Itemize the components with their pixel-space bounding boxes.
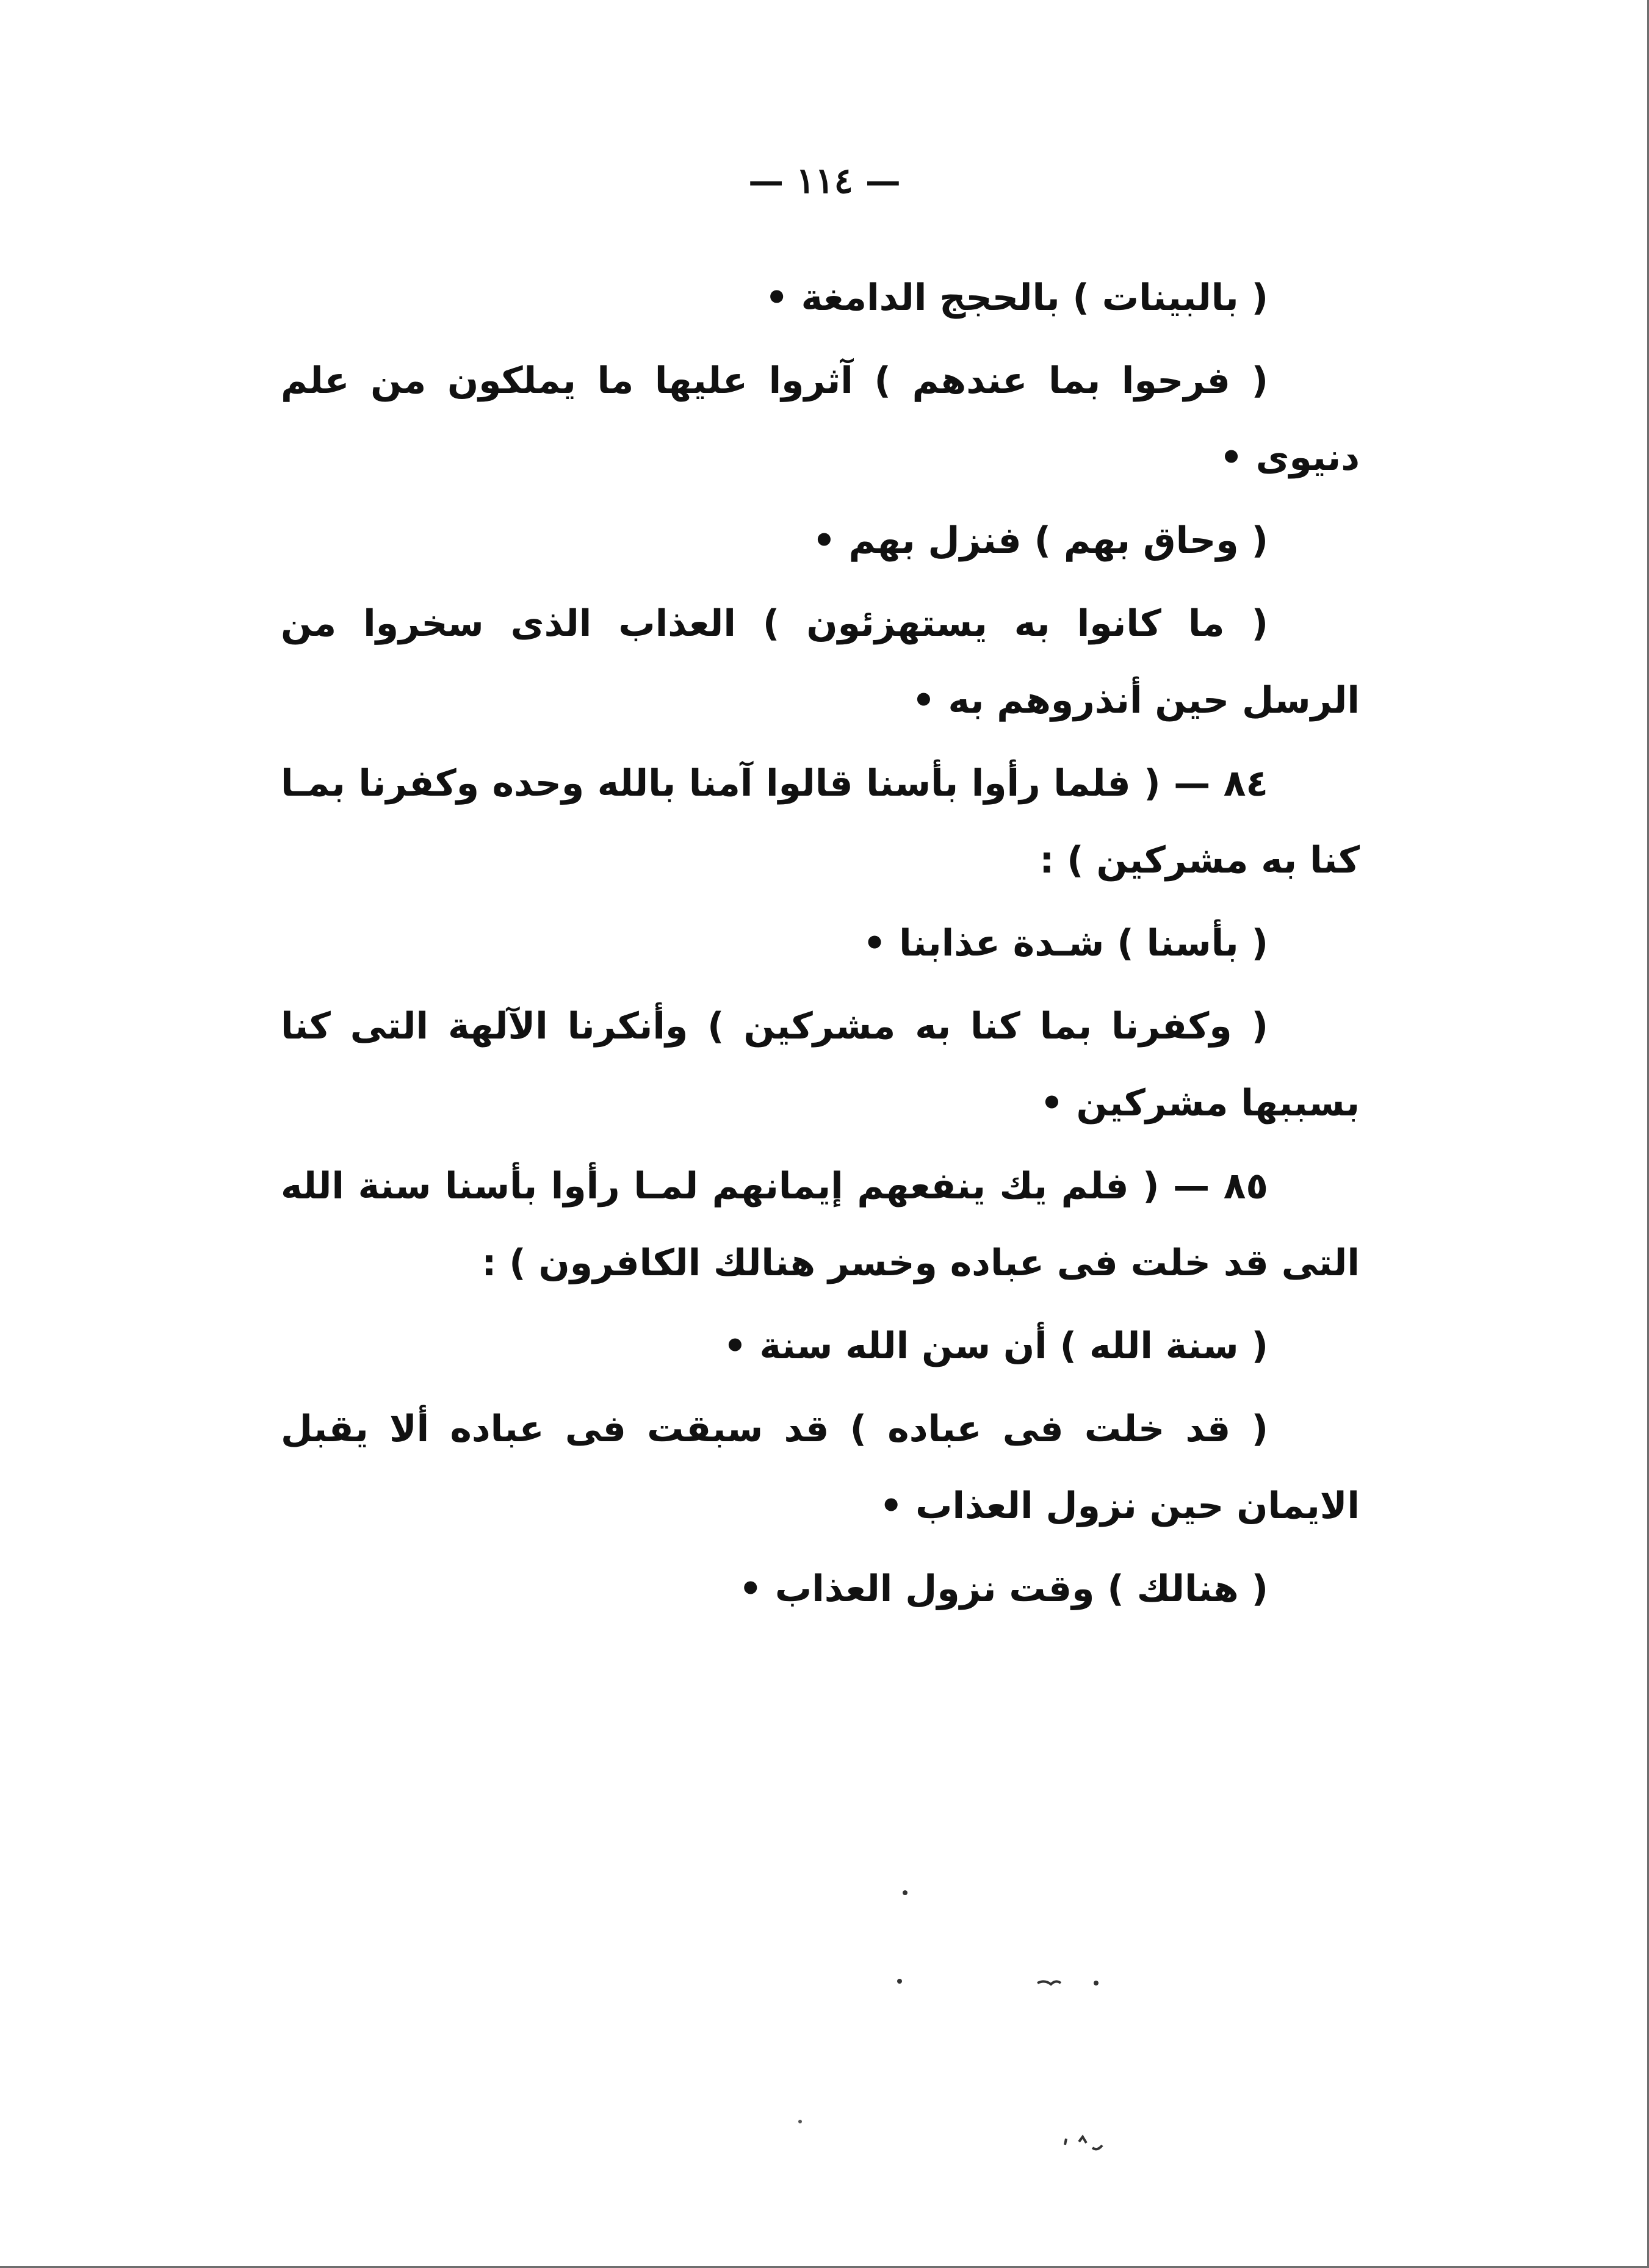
paragraph-10: ( قد خلت فى عباده ) قد سبقت فى عباده ألا يقبل الايمان حين نزول العذاب • (281, 1408, 1360, 1527)
speck (897, 1979, 902, 1984)
paragraph-9: ( سنة الله ) أن سن الله سنة • (723, 1325, 1268, 1367)
paragraph-3: ( وحاق بهم ) فنزل بهم • (812, 519, 1268, 562)
page-body (281, 259, 1360, 1633)
paragraph-4: ( ما كانوا به يستهزئون ) العذاب الذى سخروا من الرسل حين أنذروهم به • (281, 602, 1360, 722)
paragraph-5: ٨٤ — ( فلما رأوا بأسنا قالوا آمنا بالله وحده وكفرنا بمـا كنا به مشركين ) : (281, 762, 1360, 882)
speck (903, 1890, 907, 1895)
paragraph-11: ( هنالك ) وقت نزول العذاب • (738, 1568, 1268, 1610)
paragraph-1: ( بالبينات ) بالحجج الدامغة • (765, 276, 1268, 319)
paragraph-7: ( وكفرنا بما كنا به مشركين ) وأنكرنا الآلهة التى كنا بسببها مشركين • (281, 1005, 1360, 1125)
speck (1037, 1981, 1061, 1984)
speck (1065, 2137, 1102, 2149)
paragraph-2: ( فرحوا بما عندهم ) آثروا عليها ما يملكون من علم دنيوى • (281, 359, 1360, 479)
speck (798, 2120, 802, 2123)
speck (1094, 1981, 1099, 1985)
paragraph-6: ( بأسنا ) شـدة عذابنا • (862, 922, 1268, 965)
page-number: — ١١٤ — (748, 160, 901, 201)
paragraph-8: ٨٥ — ( فلم يك ينفعهم إيمانهم لمـا رأوا بأسنا سنة الله التى قد خلت فى عباده وخسر هنالك الكافرون ) : (281, 1165, 1360, 1284)
